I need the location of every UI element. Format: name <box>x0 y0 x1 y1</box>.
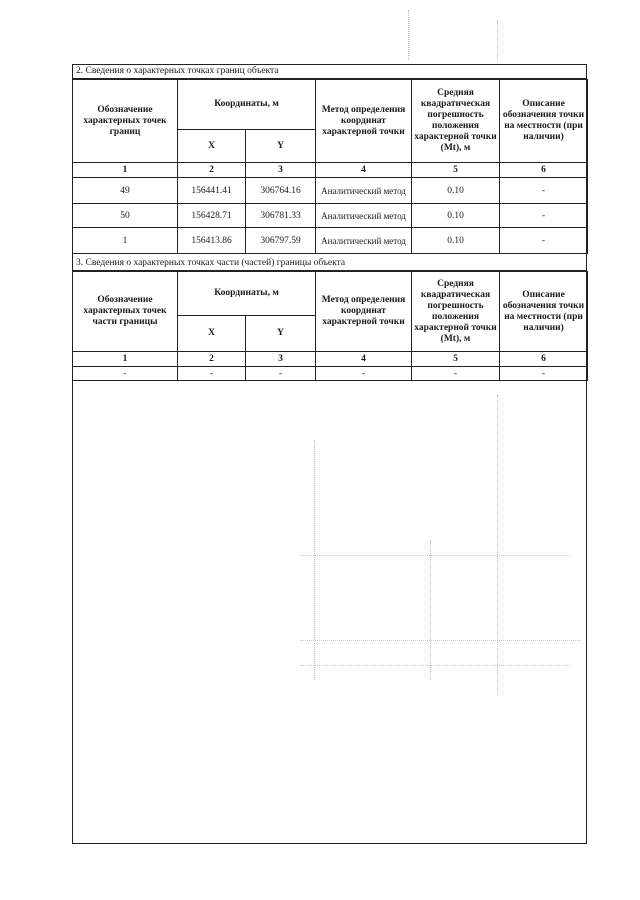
column-number: 3 <box>246 352 316 367</box>
coord-x: - <box>178 367 246 381</box>
section2-title: 2. Сведения о характерных точках границ объекта <box>72 64 587 79</box>
column-number: 3 <box>246 163 316 178</box>
column-numbers-row <box>73 352 588 367</box>
section3-table <box>72 271 588 381</box>
method: Аналитический метод <box>316 204 412 228</box>
table-row <box>73 204 588 228</box>
header-y: Y <box>246 130 316 163</box>
header-method: Метод определения координат характерной точки <box>316 80 412 163</box>
column-number: 2 <box>178 352 246 367</box>
header-coordinates: Координаты, м <box>178 80 316 130</box>
coord-y: - <box>246 367 316 381</box>
header-error: Средняя квадратическая погрешность положения характерной точки (Mt), м <box>412 80 500 163</box>
coord-x: 156441.41 <box>178 178 246 204</box>
point-id: - <box>73 367 178 381</box>
column-number: 4 <box>316 163 412 178</box>
column-number: 1 <box>73 352 178 367</box>
point-description: - <box>500 228 588 254</box>
column-number: 6 <box>500 163 588 178</box>
column-number: 1 <box>73 163 178 178</box>
header-description: Описание обозначения точки на местности (при наличии) <box>500 80 588 163</box>
header-designation: Обозначение характерных точек границ <box>73 80 178 163</box>
header-method: Метод определения координат характерной точки <box>316 272 412 352</box>
method: Аналитический метод <box>316 178 412 204</box>
coord-x: 156413.86 <box>178 228 246 254</box>
scan-artifact <box>408 10 409 60</box>
table-row <box>73 367 588 381</box>
point-id: 50 <box>73 204 178 228</box>
coord-y: 306764.16 <box>246 178 316 204</box>
point-description: - <box>500 367 588 381</box>
point-id: 49 <box>73 178 178 204</box>
header-x: X <box>178 130 246 163</box>
point-description: - <box>500 178 588 204</box>
mt-value: 0.10 <box>412 228 500 254</box>
column-number: 5 <box>412 352 500 367</box>
column-number: 4 <box>316 352 412 367</box>
header-description: Описание обозначения точки на местности (при наличии) <box>500 272 588 352</box>
mt-value: - <box>412 367 500 381</box>
column-number: 6 <box>500 352 588 367</box>
section3-title: 3. Сведения о характерных точках части (частей) границы объекта <box>72 256 587 271</box>
header-x: X <box>178 316 246 352</box>
point-description: - <box>500 204 588 228</box>
table-row <box>73 228 588 254</box>
table-row <box>73 178 588 204</box>
coord-x: 156428.71 <box>178 204 246 228</box>
section2-table <box>72 79 588 254</box>
coord-y: 306781.33 <box>246 204 316 228</box>
point-id: 1 <box>73 228 178 254</box>
mt-value: 0.10 <box>412 204 500 228</box>
column-numbers-row <box>73 163 588 178</box>
method: - <box>316 367 412 381</box>
header-error: Средняя квадратическая погрешность положения характерной точки (Mt), м <box>412 272 500 352</box>
header-coordinates: Координаты, м <box>178 272 316 316</box>
column-number: 5 <box>412 163 500 178</box>
mt-value: 0.10 <box>412 178 500 204</box>
column-number: 2 <box>178 163 246 178</box>
method: Аналитический метод <box>316 228 412 254</box>
header-y: Y <box>246 316 316 352</box>
coord-y: 306797.59 <box>246 228 316 254</box>
header-designation: Обозначение характерных точек части границы <box>73 272 178 352</box>
scan-artifact <box>497 20 498 60</box>
